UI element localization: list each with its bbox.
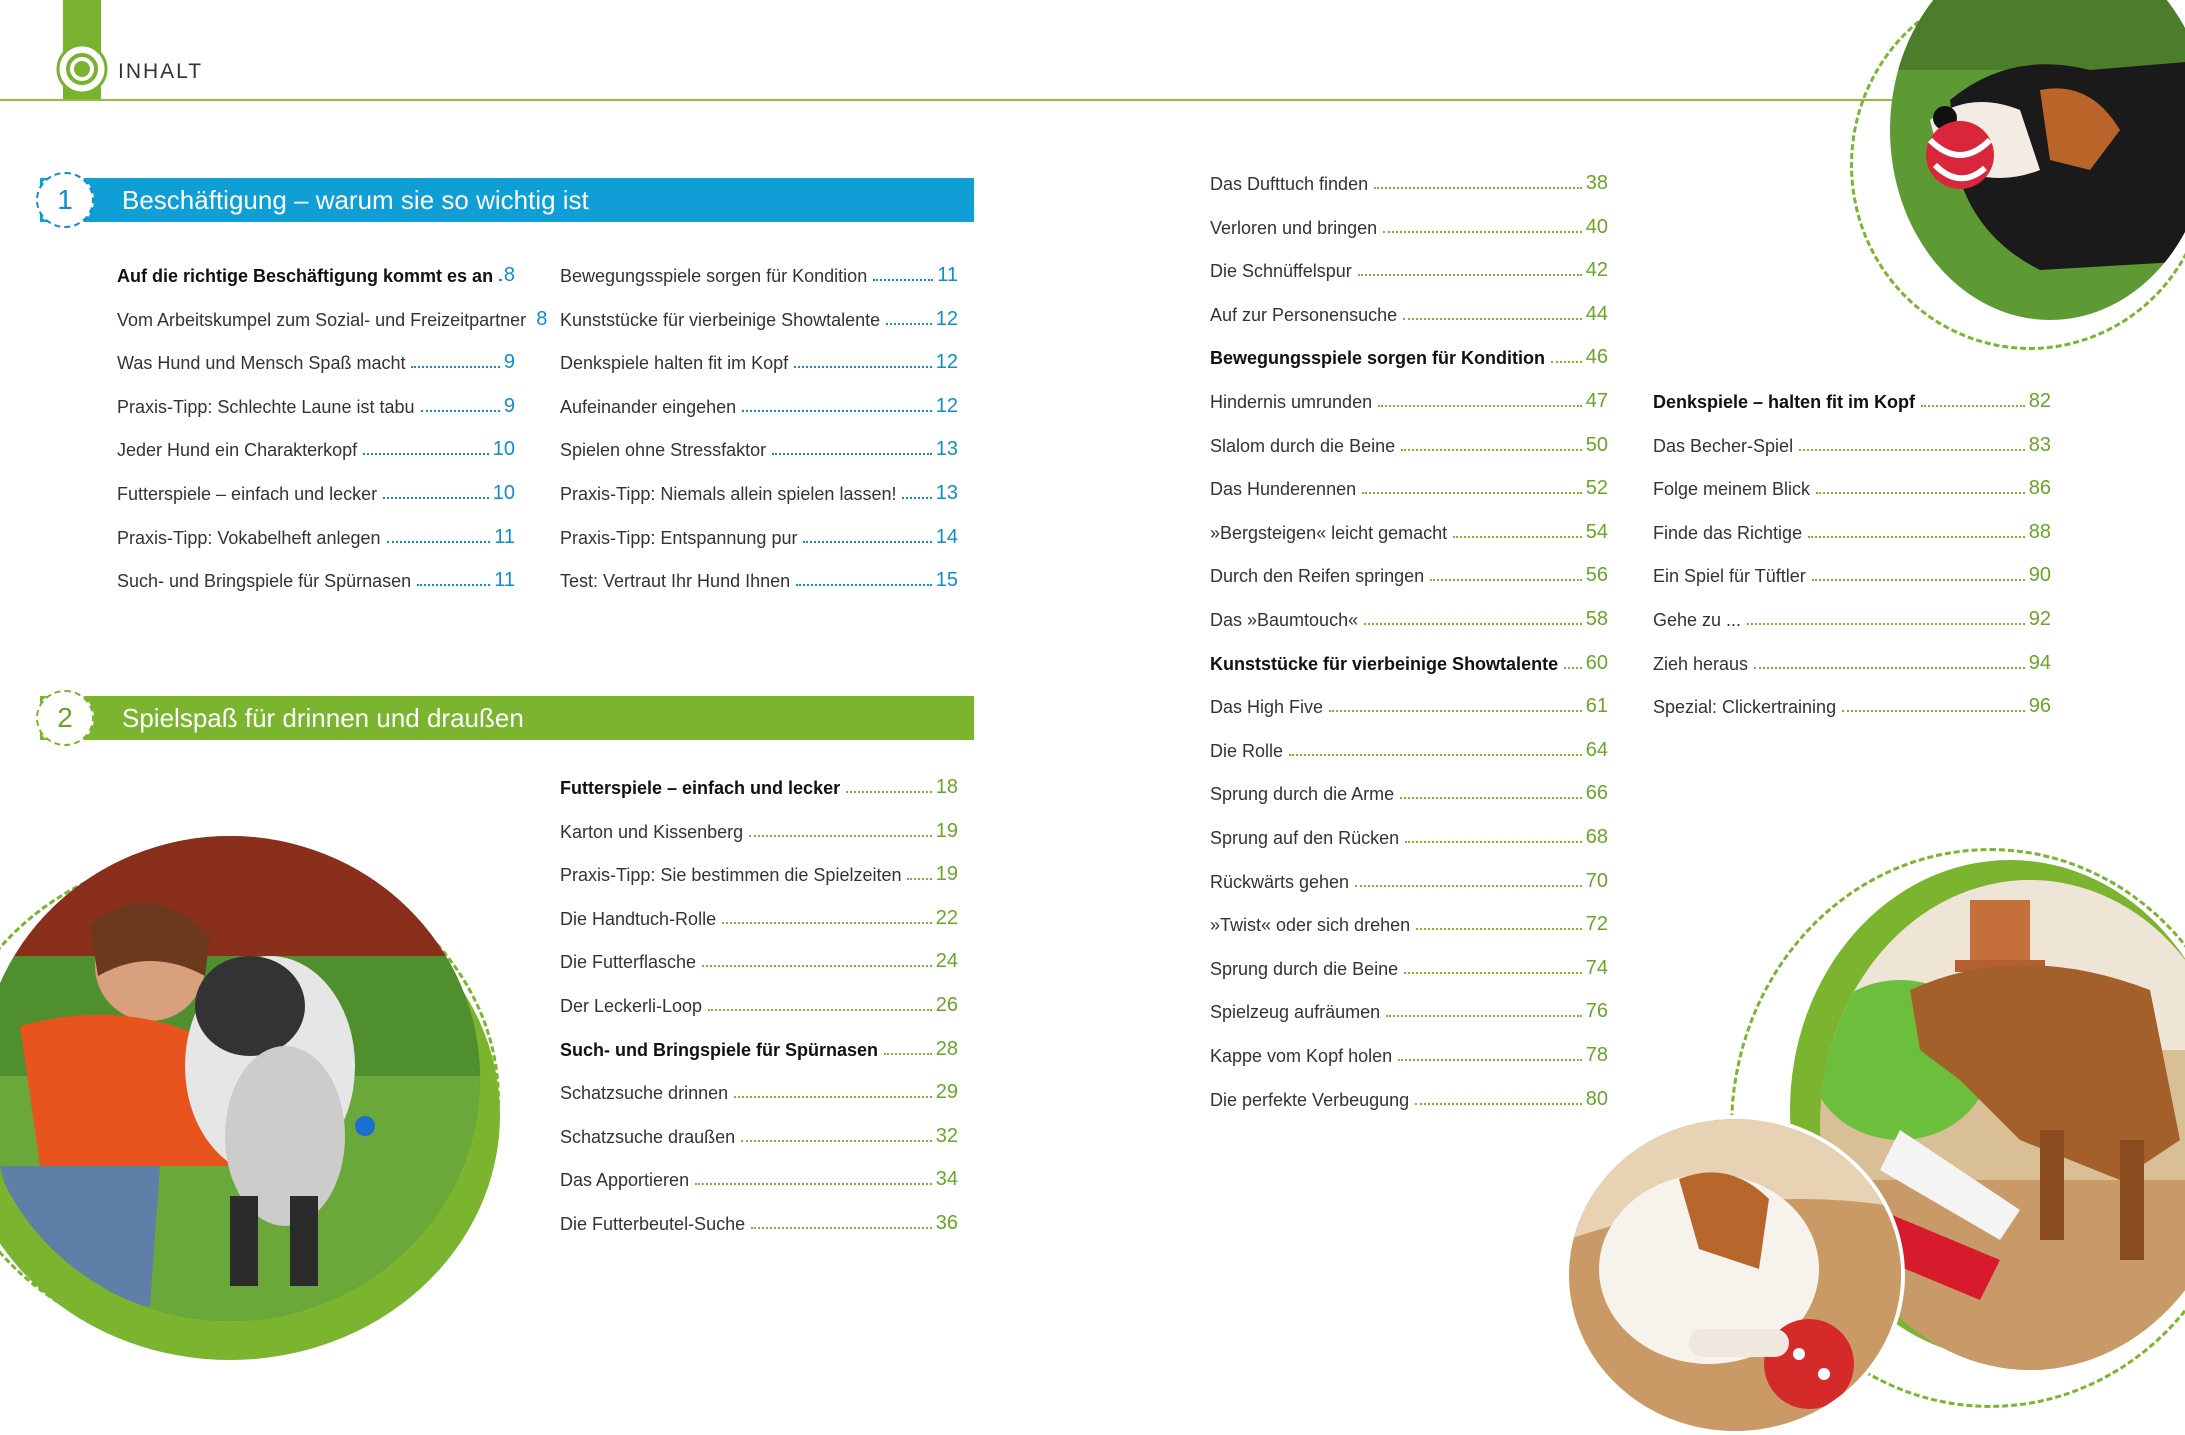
toc-page-number: 60 (1585, 651, 1608, 674)
toc-leader-dots (722, 922, 932, 924)
toc-entry-title: Sprung auf den Rücken (1210, 828, 1400, 848)
toc-page-number: 56 (1585, 564, 1608, 587)
toc-leader-dots (884, 1053, 932, 1055)
toc-entry[interactable] (1210, 209, 1608, 239)
toc-page-number: 14 (935, 525, 958, 548)
toc-entry-title: Jeder Hund ein Charakterkopf (117, 440, 358, 461)
toc-leader-dots (363, 453, 489, 455)
toc-entry-title: Futterspiele – einfach und lecker (560, 778, 841, 798)
toc-entry[interactable] (1653, 645, 2051, 675)
toc-entry[interactable] (1210, 993, 1608, 1023)
toc-entry[interactable] (560, 475, 958, 505)
toc-page-number: 22 (935, 906, 958, 929)
toc-page-number: 78 (1585, 1044, 1608, 1066)
toc-entry[interactable] (560, 388, 958, 418)
toc-page-number: 40 (1585, 215, 1608, 238)
toc-page-number: 26 (935, 994, 958, 1016)
toc-entry-title: Spezial: Clickertraining (1653, 697, 1837, 718)
toc-page-number: 13 (935, 438, 958, 461)
toc-page-number: 44 (1585, 302, 1608, 325)
toc-leader-dots (1564, 667, 1582, 669)
toc-entry-title: Spielzeug aufräumen (1210, 1002, 1381, 1023)
toc-entry-title: Die Futterflasche (560, 952, 697, 973)
toc-leader-dots (1812, 579, 2025, 581)
toc-entry-title: Such- und Bringspiele für Spürnasen (117, 571, 412, 592)
toc-page-number: 52 (1585, 477, 1608, 500)
toc-page-number: 13 (935, 482, 958, 504)
toc-page-number: 12 (935, 307, 958, 330)
toc-entry-title: Slalom durch die Beine (1210, 435, 1396, 456)
toc-entry-title: Ein Spiel für Tüftler (1653, 566, 1806, 587)
toc-entry[interactable] (560, 257, 958, 287)
page-title: INHALT (118, 60, 204, 83)
toc-entry-title: Finde das Richtige (1653, 522, 1803, 543)
toc-leader-dots (383, 497, 489, 499)
toc-entry-title: Der Leckerli-Loop (560, 996, 703, 1016)
toc-entry-title: Such- und Bringspiele für Spürnasen (560, 1039, 879, 1060)
toc-page-number: 28 (935, 1037, 958, 1060)
toc-page-number: 86 (2028, 477, 2051, 500)
toc-leader-dots (734, 1096, 932, 1098)
toc-leader-dots (1355, 885, 1582, 887)
toc-entry-title: Test: Vertraut Ihr Hund Ihnen (560, 571, 791, 592)
toc-entry-title: Praxis-Tipp: Vokabelheft anlegen (117, 527, 381, 548)
toc-leader-dots (411, 366, 499, 368)
toc-page-number: 50 (1585, 433, 1608, 456)
toc-leader-dots (1453, 536, 1582, 538)
toc-page-number: 12 (935, 351, 958, 374)
toc-entry[interactable] (1653, 514, 2051, 544)
toc-entry[interactable] (117, 562, 515, 592)
toc-page-number: 94 (2028, 651, 2051, 674)
toc-leader-dots (796, 584, 932, 586)
toc-entry[interactable] (1210, 252, 1608, 282)
toc-page-number: 76 (1585, 1000, 1608, 1023)
toc-page-number: 19 (935, 863, 958, 886)
chapter-1-title: Beschäftigung – warum sie so wichtig ist (122, 185, 589, 215)
toc-leader-dots (1289, 754, 1582, 756)
toc-leader-dots (1362, 492, 1582, 494)
toc-entry-title: Das Apportieren (560, 1170, 690, 1191)
toc-leader-dots (1378, 405, 1582, 407)
toc-entry[interactable] (1653, 427, 2051, 457)
toc-entry-title: Die perfekte Verbeugung (1210, 1089, 1410, 1110)
toc-entry-title: Auf zur Personensuche (1210, 304, 1398, 325)
toc-entry-title: Das Dufttuch finden (1210, 174, 1369, 194)
toc-leader-dots (1400, 797, 1582, 799)
toc-entry[interactable] (1210, 514, 1608, 544)
toc-entry[interactable] (117, 344, 515, 374)
toc-leader-dots (1383, 231, 1582, 233)
toc-page-number: 96 (2028, 695, 2051, 718)
toc-page-number: 64 (1585, 738, 1608, 761)
chapter-1-number: 1 (36, 172, 94, 228)
toc-page-number: 10 (492, 482, 515, 504)
toc-page-number: 36 (935, 1212, 958, 1234)
toc-leader-dots (421, 410, 500, 412)
toc-entry[interactable] (1210, 906, 1608, 936)
toc-entry-title: Aufeinander eingehen (560, 396, 737, 417)
toc-entry-title: Bewegungsspiele sorgen für Kondition (560, 266, 868, 286)
toc-page-number: 15 (935, 569, 958, 592)
toc-entry-title: Sprung durch die Arme (1210, 784, 1395, 805)
toc-entry[interactable] (1210, 165, 1608, 195)
toc-leader-dots (695, 1183, 932, 1185)
toc-leader-dots (387, 541, 491, 543)
toc-page-number: 12 (935, 394, 958, 417)
toc-leader-dots (873, 279, 933, 281)
toc-leader-dots (886, 323, 932, 325)
toc-entry-title: Sprung durch die Beine (1210, 958, 1399, 979)
terrier-with-ball-photo (1565, 1115, 1905, 1435)
toc-page-number: 8 (536, 307, 548, 330)
toc-entry-title: Karton und Kissenberg (560, 821, 744, 842)
toc-entry[interactable] (560, 1161, 958, 1191)
toc-page-number: 88 (2028, 520, 2051, 543)
toc-page-number: 83 (2028, 433, 2051, 456)
toc-entry[interactable] (1210, 470, 1608, 500)
toc-page-number: 82 (2028, 390, 2051, 412)
toc-entry[interactable] (1210, 339, 1608, 369)
toc-entry[interactable] (560, 562, 958, 592)
toc-entry[interactable] (560, 1031, 958, 1061)
toc-page-number: 24 (935, 950, 958, 973)
toc-page-number: 70 (1585, 869, 1608, 892)
toc-leader-dots (1404, 972, 1582, 974)
toc-entry[interactable] (117, 431, 515, 461)
toc-page-number: 11 (937, 264, 958, 286)
toc-entry[interactable] (560, 769, 958, 799)
toc-leader-dots (1799, 449, 2025, 451)
toc-entry-title: Auf die richtige Beschäftigung kommt es an (117, 266, 494, 286)
toc-leader-dots (1386, 1015, 1582, 1017)
toc-leader-dots (1416, 928, 1582, 930)
toc-entry[interactable] (1210, 775, 1608, 805)
toc-leader-dots (749, 835, 932, 837)
toc-leader-dots (1374, 187, 1582, 189)
toc-page-number: 32 (935, 1124, 958, 1147)
toc-page-number: 9 (503, 351, 515, 374)
toc-entry[interactable] (1210, 819, 1608, 849)
toc-entry-title: Kunststücke für vierbeinige Showtalente (560, 309, 881, 330)
toc-entry-title: Schatzsuche drinnen (560, 1083, 729, 1104)
toc-leader-dots (803, 541, 931, 543)
toc-entry-title: Verloren und bringen (1210, 217, 1378, 238)
toc-page-number: 68 (1585, 826, 1608, 848)
toc-entry[interactable] (1653, 601, 2051, 631)
toc-entry[interactable] (1210, 296, 1608, 326)
toc-page-number: 74 (1585, 956, 1608, 979)
toc-entry-title: Das Hunderennen (1210, 479, 1357, 500)
header-rule (0, 99, 1900, 101)
toc-leader-dots (1808, 536, 2025, 538)
toc-entry-title: Kappe vom Kopf holen (1210, 1046, 1393, 1066)
toc-entry[interactable] (560, 856, 958, 886)
toc-entry-title: Das Becher-Spiel (1653, 435, 1794, 456)
toc-entry-title: Gehe zu ... (1653, 610, 1742, 630)
toc-entry-title: Was Hund und Mensch Spaß macht (117, 353, 406, 374)
toc-leader-dots (742, 410, 932, 412)
toc-entry[interactable] (1210, 1081, 1608, 1111)
toc-entry-title: Praxis-Tipp: Sie bestimmen die Spielzeiten (560, 865, 902, 886)
toc-entry[interactable] (560, 344, 958, 374)
toc-entry[interactable] (1210, 383, 1608, 413)
toc-entry-title: Schatzsuche draußen (560, 1126, 736, 1147)
toc-page-number: 10 (492, 438, 515, 461)
toc-leader-dots (1398, 1059, 1582, 1061)
toc-entry[interactable] (1210, 863, 1608, 893)
toc-entry[interactable] (1210, 732, 1608, 762)
toc-entry[interactable] (560, 301, 958, 331)
toc-entry-title: »Bergsteigen« leicht gemacht (1210, 522, 1448, 543)
toc-entry-title: Futterspiele – einfach und lecker (117, 484, 378, 504)
toc-page-number: 90 (2028, 564, 2051, 587)
toc-entry-title: Praxis-Tipp: Entspannung pur (560, 527, 798, 548)
chapter-1-band (40, 178, 974, 222)
toc-entry-title: »Twist« oder sich drehen (1210, 915, 1411, 936)
toc-page-number: 58 (1585, 608, 1608, 630)
toc-page-number: 46 (1585, 346, 1608, 369)
toc-page-number: 8 (503, 264, 515, 286)
toc-entry-title: Praxis-Tipp: Schlechte Laune ist tabu (117, 396, 415, 417)
toc-entry-title: Spielen ohne Stressfaktor (560, 440, 767, 461)
toc-leader-dots (1364, 623, 1582, 625)
toc-entry[interactable] (1210, 688, 1608, 718)
toc-leader-dots (751, 1227, 932, 1229)
toc-entry[interactable] (117, 475, 515, 505)
toc-entry[interactable] (1210, 645, 1608, 675)
chapter-2-number: 2 (36, 690, 94, 746)
toc-page-number: 11 (494, 569, 515, 592)
toc-entry[interactable] (1210, 427, 1608, 457)
toc-entry[interactable] (117, 257, 515, 287)
toc-page-number: 19 (935, 819, 958, 842)
toc-entry[interactable] (560, 431, 958, 461)
toc-entry-title: Die Handtuch-Rolle (560, 908, 717, 929)
toc-leader-dots (417, 584, 490, 586)
toc-entry-title: Folge meinem Blick (1653, 479, 1811, 500)
toc-leader-dots (1329, 710, 1582, 712)
toc-page-number: 72 (1585, 913, 1608, 936)
toc-page-number: 92 (2028, 608, 2051, 630)
toc-leader-dots (702, 965, 932, 967)
toc-leader-dots (907, 878, 931, 880)
toc-page-number: 80 (1585, 1087, 1608, 1110)
toc-leader-dots (772, 453, 932, 455)
toc-leader-dots (708, 1009, 932, 1011)
toc-entry[interactable] (117, 301, 548, 331)
toc-page-number: 11 (494, 525, 515, 548)
toc-page-number: 61 (1585, 695, 1608, 718)
toc-entry-title: Hindernis umrunden (1210, 392, 1373, 412)
toc-entry-title: Bewegungsspiele sorgen für Kondition (1210, 348, 1546, 369)
toc-entry-title: Kunststücke für vierbeinige Showtalente (1210, 653, 1559, 674)
toc-page-number: 34 (935, 1168, 958, 1191)
toc-entry[interactable] (560, 1118, 958, 1148)
toc-entry-title: Denkspiele halten fit im Kopf (560, 353, 789, 374)
toc-entry[interactable] (1210, 557, 1608, 587)
toc-entry[interactable] (560, 943, 958, 973)
toc-leader-dots (1551, 361, 1582, 363)
toc-entry[interactable] (1653, 688, 2051, 718)
toc-entry[interactable] (117, 519, 515, 549)
toc-leader-dots (846, 791, 932, 793)
toc-entry-title: Das »Baumtouch« (1210, 610, 1359, 630)
toc-page-number: 66 (1585, 782, 1608, 805)
toc-entry[interactable] (1653, 470, 2051, 500)
toc-entry-title: Praxis-Tipp: Niemals allein spielen lassen! (560, 484, 897, 504)
section-logo-icon (55, 42, 109, 96)
toc-entry[interactable] (560, 900, 958, 930)
toc-entry[interactable] (1210, 1037, 1608, 1067)
toc-entry-title: Rückwärts gehen (1210, 871, 1350, 892)
toc-entry-title: Zieh heraus (1653, 653, 1749, 674)
toc-entry[interactable] (1210, 601, 1608, 631)
toc-leader-dots (902, 497, 931, 499)
toc-leader-dots (1358, 274, 1582, 276)
toc-leader-dots (1842, 710, 2025, 712)
toc-leader-dots (794, 366, 932, 368)
toc-entry[interactable] (560, 813, 958, 843)
chapter-2-band (40, 696, 974, 740)
toc-entry[interactable] (560, 987, 958, 1017)
toc-leader-dots (1403, 318, 1582, 320)
toc-leader-dots (741, 1140, 932, 1142)
toc-leader-dots (1430, 579, 1582, 581)
toc-entry[interactable] (560, 519, 958, 549)
toc-entry[interactable] (1653, 383, 2051, 413)
toc-entry-title: Die Futterbeutel-Suche (560, 1214, 746, 1234)
toc-leader-dots (1405, 841, 1582, 843)
toc-entry-title: Durch den Reifen springen (1210, 566, 1425, 587)
toc-entry-title: Die Schnüffelspur (1210, 261, 1352, 282)
toc-entry-title: Das High Five (1210, 697, 1324, 718)
toc-page-number: 18 (935, 776, 958, 798)
toc-page-number: 38 (1585, 172, 1608, 194)
toc-page-number: 9 (503, 394, 515, 417)
toc-page-number: 54 (1585, 520, 1608, 543)
toc-page-number: 29 (935, 1081, 958, 1104)
toc-page-number: 42 (1585, 259, 1608, 282)
toc-leader-dots (1401, 449, 1582, 451)
woman-with-dog-photo (0, 836, 480, 1321)
toc-entry-title: Denkspiele – halten fit im Kopf (1653, 392, 1916, 412)
toc-entry[interactable] (560, 1205, 958, 1235)
toc-leader-dots (1754, 667, 2025, 669)
toc-entry[interactable] (1653, 557, 2051, 587)
chapter-2-title: Spielspaß für drinnen und draußen (122, 703, 524, 733)
toc-page-number: 47 (1585, 390, 1608, 412)
toc-entry[interactable] (117, 388, 515, 418)
toc-entry[interactable] (560, 1074, 958, 1104)
toc-leader-dots (1816, 492, 2025, 494)
toc-leader-dots (499, 279, 500, 281)
toc-leader-dots (1747, 623, 2025, 625)
toc-entry-title: Vom Arbeitskumpel zum Sozial- und Freizeitpartner (117, 309, 527, 330)
toc-leader-dots (1415, 1103, 1582, 1105)
toc-entry[interactable] (1210, 950, 1608, 980)
toc-leader-dots (1921, 405, 2025, 407)
toc-entry-title: Die Rolle (1210, 740, 1284, 761)
